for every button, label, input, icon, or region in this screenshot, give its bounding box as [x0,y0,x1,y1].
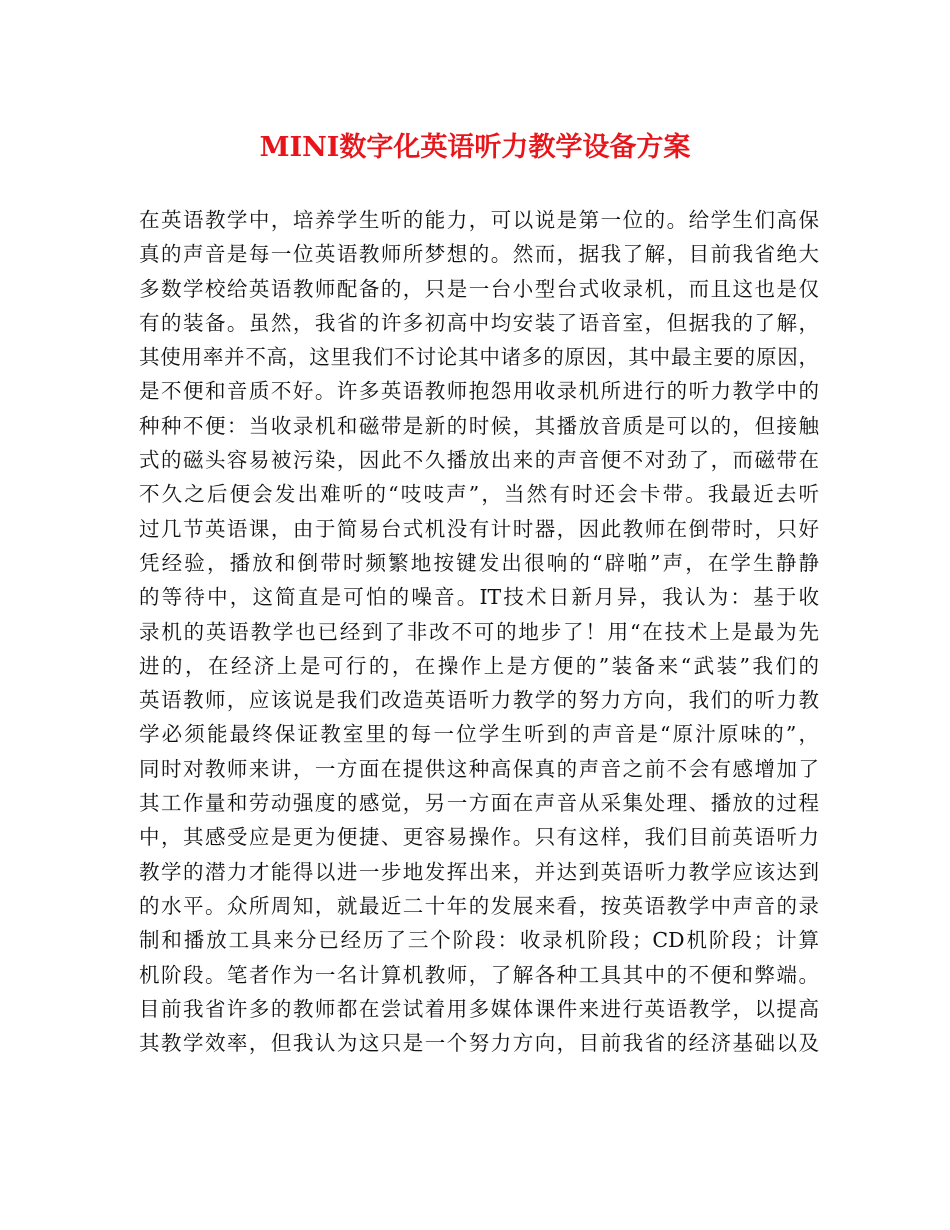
text-line: 不久之后便会发出难听的“吱吱声”，当然有时还会卡带。我最近去听 [139,482,819,507]
text-line: 录机的英语教学也已经到了非改不可的地步了！用“在技术上是最为先 [139,619,819,644]
text-line: 其工作量和劳动强度的感觉，另一方面在声音从采集处理、播放的过程 [139,791,819,816]
text-line: 同时对教师来讲，一方面在提供这种高保真的声音之前不会有感增加了 [139,756,819,781]
text-line: 学必须能最终保证教室里的每一位学生听到的声音是“原汁原味的”， [139,722,819,747]
text-line: 真的声音是每一位英语教师所梦想的。然而，据我了解，目前我省绝大 [139,242,819,267]
text-line: 的等待中，这简直是可怕的噪音。IT技术日新月异，我认为：基于收 [139,585,819,610]
text-line: 机阶段。笔者作为一名计算机教师，了解各种工具其中的不便和弊端。 [139,962,819,987]
text-line: 的水平。众所周知，就最近二十年的发展来看，按英语教学中声音的录 [139,893,819,918]
text-line: 目前我省许多的教师都在尝试着用多媒体课件来进行英语教学，以提高 [139,996,819,1021]
text-line: 种种不便：当收录机和磁带是新的时候，其播放音质是可以的，但接触 [139,413,819,438]
text-line: 英语教师，应该说是我们改造英语听力教学的努力方向，我们的听力教 [139,688,819,713]
text-line: 中，其感受应是更为便捷、更容易操作。只有这样，我们目前英语听力 [139,825,819,850]
text-line: 有的装备。虽然，我省的许多初高中均安装了语音室，但据我的了解， [139,310,819,335]
text-line: 多数学校给英语教师配备的，只是一台小型台式收录机，而且这也是仅 [139,276,819,301]
text-line: 式的磁头容易被污染，因此不久播放出来的声音便不对劲了，而磁带在 [139,448,819,473]
body-text [139,203,819,1060]
text-line: 是不便和音质不好。许多英语教师抱怨用收录机所进行的听力教学中的 [139,379,819,404]
text-line: 在英语教学中，培养学生听的能力，可以说是第一位的。给学生们高保 [139,208,819,232]
text-line: 其教学效率，但我认为这只是一个努力方向，目前我省的经济基础以及 [139,1031,819,1056]
text-line: 凭经验，播放和倒带时频繁地按键发出很响的“辟啪”声，在学生静静 [139,550,819,575]
text-line: 制和播放工具来分已经历了三个阶段：收录机阶段；CD机阶段；计算 [139,928,819,953]
text-line: 过几节英语课，由于简易台式机没有计时器，因此教师在倒带时，只好 [139,516,819,541]
document-title: MINI数字化英语听力教学设备方案 [259,132,691,163]
text-line: 教学的潜力才能得以进一步地发挥出来，并达到英语听力教学应该达到 [139,859,819,884]
text-line: 其使用率并不高，这里我们不讨论其中诸多的原因，其中最主要的原因， [139,345,819,370]
text-line: 进的，在经济上是可行的，在操作上是方便的”装备来“武装”我们的 [139,653,819,678]
